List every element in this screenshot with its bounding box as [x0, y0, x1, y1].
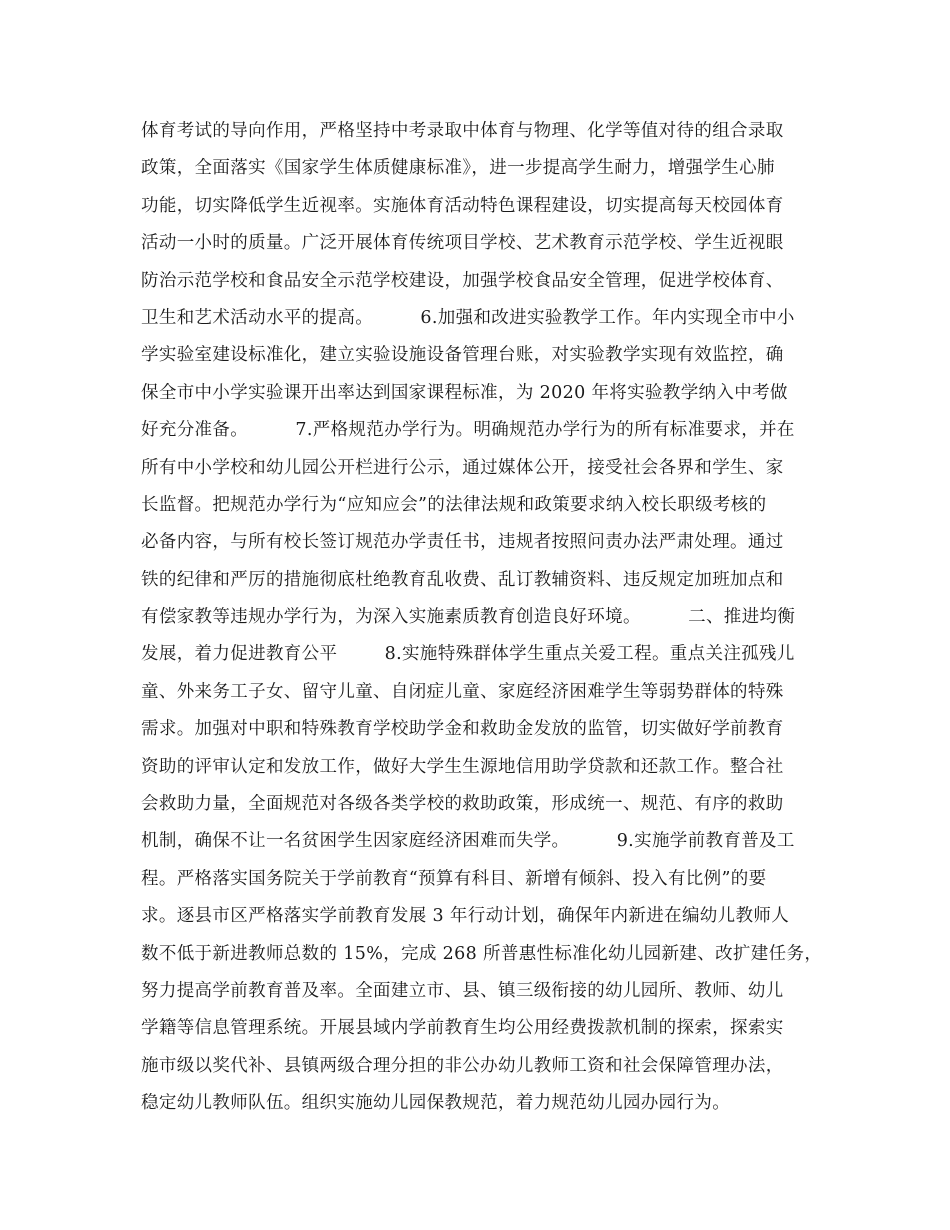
text-line: 会救助力量，全面规范对各级各类学校的救助政策，形成统一、规范、有序的救助: [141, 794, 784, 815]
text-line: 必备内容，与所有校长签订规范办学责任书，违规者按照问责办法严肃处理。通过: [141, 532, 784, 553]
text-line: 活动一小时的质量。广泛开展体育传统项目学校、艺术教育示范学校、学生近视眼: [141, 233, 784, 254]
text-line: 学籍等信息管理系统。开展县域内学前教育生均公用经费拨款机制的探索，探索实: [141, 1018, 784, 1039]
text-line: 童、外来务工子女、留守儿童、自闭症儿童、家庭经济困难学生等弱势群体的特殊: [141, 681, 784, 702]
text-line: 有偿家教等违规办学行为，为深入实施素质教育创造良好环境。 二、推进均衡: [141, 607, 796, 628]
text-line: 努力提高学前教育普及率。全面建立市、县、镇三级衔接的幼儿园所、教师、幼儿: [141, 980, 784, 1001]
text-line: 发展，着力促进教育公平 8.实施特殊群体学生重点关爱工程。重点关注孤残儿: [141, 644, 795, 665]
text-line: 学实验室建设标准化，建立实验设施设备管理台账，对实验教学实现有效监控，确: [141, 345, 784, 366]
body-text: [141, 113, 831, 1123]
text-line: 数不低于新进教师总数的 15%，完成 268 所普惠性标准化幼儿园新建、改扩建任务，: [141, 943, 823, 964]
text-line: 防治示范学校和食品安全示范学校建设，加强学校食品安全管理，促进学校体育、: [141, 270, 784, 291]
text-line: 卫生和艺术活动水平的提高。 6.加强和改进实验教学工作。年内实现全市中小: [141, 307, 795, 328]
text-line: 长监督。把规范办学行为“应知应会”的法律法规和政策要求纳入校长职级考核的: [141, 494, 767, 515]
text-line: 需求。加强对中职和特殊教育学校助学金和救助金发放的监管，切实做好学前教育: [141, 719, 784, 740]
text-line: 好充分准备。 7.严格规范办学行为。明确规范办学行为的所有标准要求，并在: [141, 420, 795, 441]
text-line: 施市级以奖代补、县镇两级合理分担的非公办幼儿教师工资和社会保障管理办法，: [141, 1055, 784, 1076]
text-line: 所有中小学校和幼儿园公开栏进行公示，通过媒体公开，接受社会各界和学生、家: [141, 457, 784, 478]
text-line: 资助的评审认定和发放工作，做好大学生生源地信用助学贷款和还款工作。整合社: [141, 756, 784, 777]
text-line: 保全市中小学实验课开出率达到国家课程标准，为 2020 年将实验教学纳入中考做: [141, 382, 788, 403]
text-line: 机制，确保不让一名贫困学生因家庭经济困难而失学。 9.实施学前教育普及工: [141, 831, 795, 852]
text-line: 体育考试的导向作用，严格坚持中考录取中体育与物理、化学等值对待的组合录取: [141, 121, 784, 141]
text-line: 求。逐县市区严格落实学前教育发展 3 年行动计划，确保年内新进在编幼儿教师人: [141, 906, 790, 927]
text-line: 政策，全面落实《国家学生体质健康标准》，进一步提高学生耐力，增强学生心肺: [141, 158, 775, 179]
text-line: 稳定幼儿教师队伍。组织实施幼儿园保教规范，着力规范幼儿园办园行为。: [141, 1093, 731, 1114]
text-line: 铁的纪律和严厉的措施彻底杜绝教育乱收费、乱订教辅资料、违反规定加班加点和: [141, 569, 784, 590]
text-line: 功能，切实降低学生近视率。实施体育活动特色课程建设，切实提高每天校园体育: [141, 195, 784, 216]
text-line: 程。严格落实国务院关于学前教育“预算有科目、新增有倾斜、投入有比例”的要: [141, 868, 767, 889]
